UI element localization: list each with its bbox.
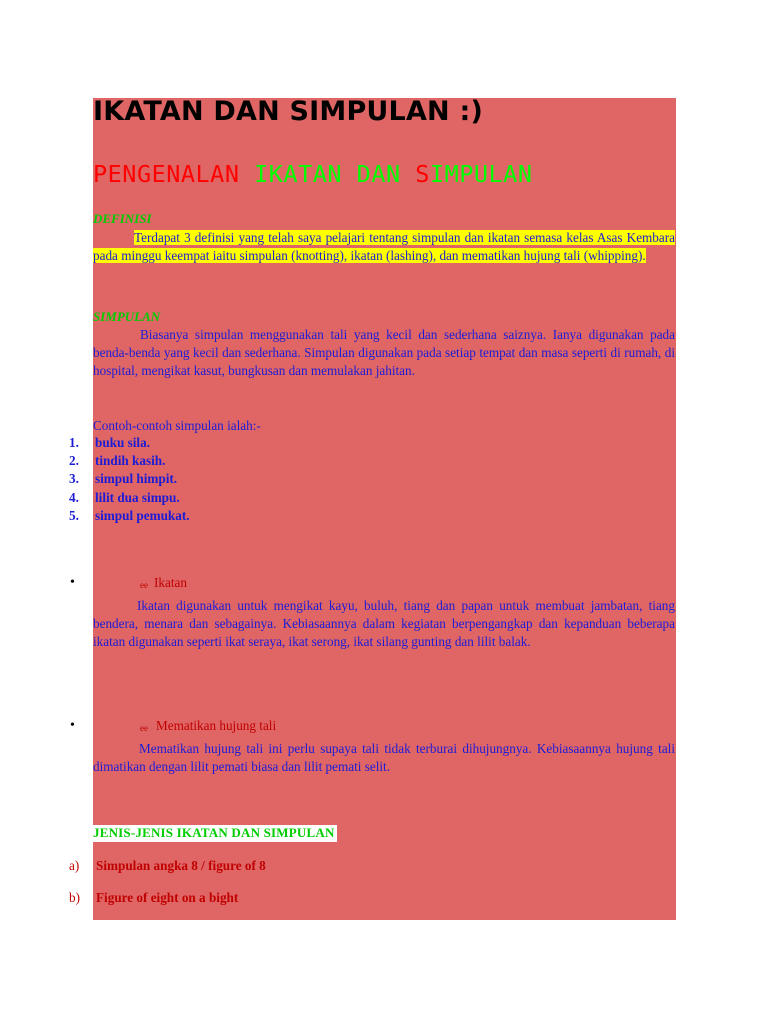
ikatan-marks: ee — [140, 580, 148, 590]
ikatan-bullet: • — [70, 575, 75, 590]
ikatan-paragraph: Ikatan digunakan untuk mengikat kayu, buluh, tiang dan papan untuk membuat jambatan, tiang bendera, menara dan sebagainya. Kebiasaannya dalam kegiatan berpengangkap dan kepanduan beberapa ikatan digunakan seperti ikat seraya, ikat serong, ikat silang gunting dan lilit balak. — [93, 598, 675, 650]
section-subtitle — [93, 160, 532, 188]
mematikan-paragraph: Mematikan hujung tali ini perlu supaya tali tidak terburai dihujungnya. Kebiasaannya hujung tali dimatikan dengan lilit pemati biasa dan lilit pemati selit. — [93, 741, 675, 775]
jenis-heading: JENIS-JENIS IKATAN DAN SIMPULAN — [93, 825, 335, 840]
list-item: 5. simpul pemukat. — [69, 507, 190, 523]
list-item: a) Simpulan angka 8 / figure of 8 — [69, 858, 266, 873]
list-item: 3. simpul himpit. — [69, 471, 178, 487]
list-item: 4. lilit dua simpu. — [69, 489, 180, 505]
subtitle-part-pengenalan: PENGENALAN — [93, 160, 240, 188]
list-item: 2. tindih kasih. — [69, 453, 166, 469]
simpulan-heading: SIMPULAN — [93, 309, 161, 324]
subtitle-part-ikatan-dan: IKATAN DAN — [254, 160, 401, 188]
list-item: b) Figure of eight on a bight — [69, 890, 239, 905]
definisi-heading: DEFINISI — [93, 211, 152, 226]
definisi-paragraph — [93, 229, 675, 265]
mematikan-bullet: • — [70, 718, 75, 733]
ikatan-heading: Ikatan — [154, 575, 187, 590]
simpulan-examples-list — [69, 434, 190, 525]
mematikan-marks: ee — [140, 723, 148, 733]
document-title: IKATAN DAN SIMPULAN :) — [93, 96, 483, 127]
simpulan-examples-intro: Contoh-contoh simpulan ialah:- — [93, 418, 261, 433]
simpulan-paragraph: Biasanya simpulan menggunakan tali yang kecil dan sederhana saiznya. Ianya digunakan pada benda-benda yang kecil dan sederhana. Simpulan digunakan pada setiap tempat dan masa seperti di rumah, di hospital, mengikat kasut, bungkusan dan memulakan jahitan. — [93, 327, 675, 379]
subtitle-part-s: S — [415, 160, 430, 188]
list-item: 1. buku sila. — [69, 435, 150, 450]
mematikan-heading: Mematikan hujung tali — [156, 718, 277, 733]
subtitle-part-impulan: IMPULAN — [429, 160, 533, 188]
definisi-text: Terdapat 3 definisi yang telah saya pelajari tentang simpulan dan ikatan semasa kelas Asas Kembara pada minggu keempat iaitu simpulan (knotting), ikatan (lashing), dan mematikan hujung tali (whipping). — [93, 230, 675, 264]
